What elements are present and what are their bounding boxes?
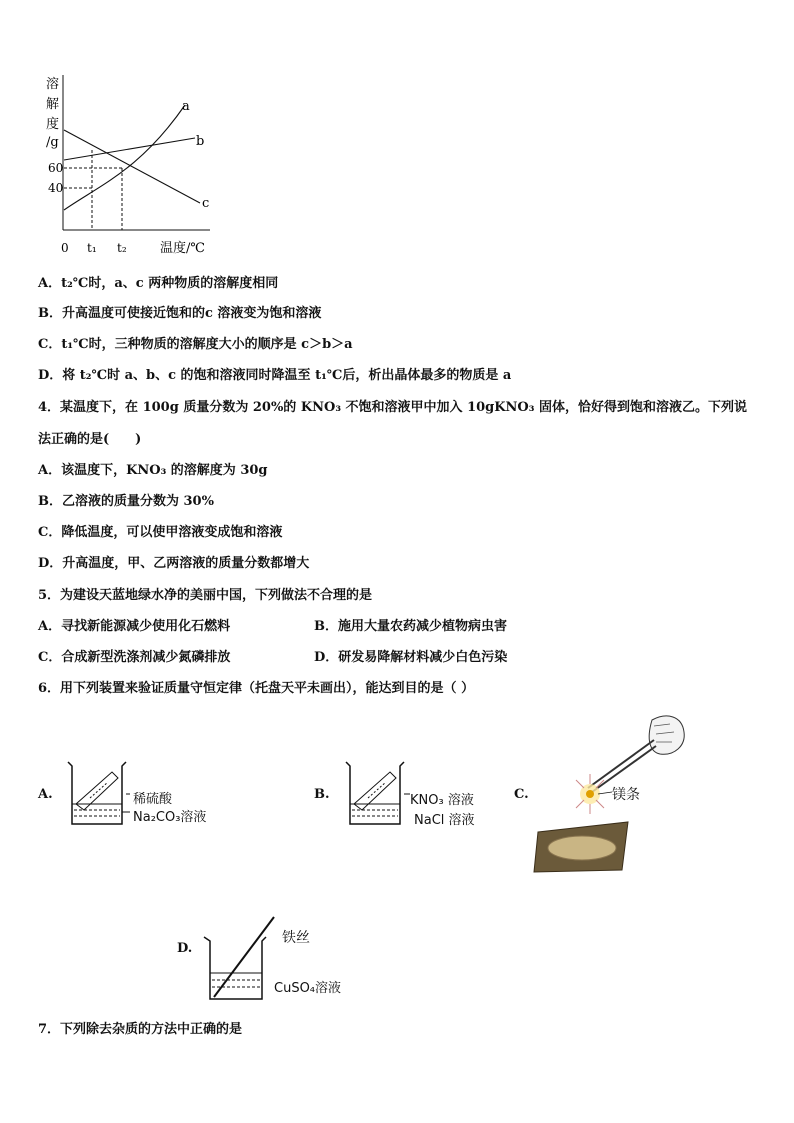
q7-stem: 7．下列除去杂质的方法中正确的是 xyxy=(38,1022,243,1037)
solubility-chart xyxy=(30,70,230,260)
q4-option-c: C．降低温度，可以使甲溶液变成饱和溶液 xyxy=(38,525,283,540)
q6-label-c: C. xyxy=(514,787,529,802)
apparatus-c-label: 镁条 xyxy=(612,787,640,803)
q5-option-d: D．研发易降解材料减少白色污染 xyxy=(314,650,508,665)
q5-option-c: C．合成新型洗涤剂减少氮磷排放 xyxy=(38,650,231,665)
ylabel-char-3: 度 xyxy=(46,117,60,132)
series-label-b: b xyxy=(196,134,205,149)
q3-option-c: C．t₁℃时，三种物质的溶解度大小的顺序是 c＞b＞a xyxy=(38,337,353,352)
ylabel-char-4: /g xyxy=(46,135,59,150)
apparatus-a-top-label: 稀硫酸 xyxy=(133,792,173,807)
q4-option-b: B．乙溶液的质量分数为 30% xyxy=(38,494,214,509)
apparatus-d-bottom-label: CuSO₄溶液 xyxy=(274,981,342,996)
q4-option-a: A．该温度下，KNO₃ 的溶解度为 30g xyxy=(38,463,268,478)
y-axis-label xyxy=(46,76,59,150)
ylabel-char-1: 溶 xyxy=(46,77,60,92)
apparatus-a-bottom-label: Na₂CO₃溶液 xyxy=(133,810,207,825)
x-tick-t1: t₁ xyxy=(87,241,97,255)
q5-option-a: A．寻找新能源减少使用化石燃料 xyxy=(38,619,231,634)
apparatus-a-beaker xyxy=(66,760,130,828)
q6-label-d: D. xyxy=(177,941,193,956)
q3-option-d: D．将 t₂℃时 a、b、c 的饱和溶液同时降温至 t₁℃后，析出晶体最多的物质是 a xyxy=(38,368,512,383)
q6-label-b: B. xyxy=(314,787,330,802)
q5-stem: 5．为建设天蓝地绿水净的美丽中国，下列做法不合理的是 xyxy=(38,588,373,603)
q6-stem: 6．用下列装置来验证质量守恒定律（托盘天平未画出），能达到目的是（ ） xyxy=(38,681,475,696)
q5-option-b: B．施用大量农药减少植物病虫害 xyxy=(314,619,507,634)
q6-label-a: A. xyxy=(38,787,53,802)
x-tick-t2: t₂ xyxy=(117,241,127,255)
line-b xyxy=(64,138,195,160)
x-tick-0: 0 xyxy=(61,241,69,255)
q4-option-d: D．升高温度，甲、乙两溶液的质量分数都增大 xyxy=(38,556,310,571)
x-axis-label: 温度/℃ xyxy=(160,241,205,256)
series-label-a: a xyxy=(182,99,190,114)
q3-option-b: B．升高温度可使接近饱和的c 溶液变为饱和溶液 xyxy=(38,306,322,321)
apparatus-d-top-label: 铁丝 xyxy=(282,930,310,946)
apparatus-d-beaker xyxy=(200,915,280,1003)
q3-option-a: A．t₂℃时，a、c 两种物质的溶解度相同 xyxy=(38,276,279,291)
q4-stem-line2: 法正确的是( ) xyxy=(38,432,142,447)
apparatus-b-top-label: KNO₃ 溶液 xyxy=(410,793,474,808)
y-tick-40: 40 xyxy=(48,181,64,195)
apparatus-b-beaker xyxy=(344,760,410,828)
apparatus-b-bottom-label: NaCl 溶液 xyxy=(414,813,475,828)
ylabel-char-2: 解 xyxy=(46,97,60,112)
y-tick-60: 60 xyxy=(48,161,64,175)
q4-stem-line1: 4．某温度下，在 100g 质量分数为 20%的 KNO₃ 不饱和溶液甲中加入 10gKNO₃ 固体，恰好得到饱和溶液乙。下列说 xyxy=(38,400,747,415)
series-label-c: c xyxy=(202,196,210,211)
